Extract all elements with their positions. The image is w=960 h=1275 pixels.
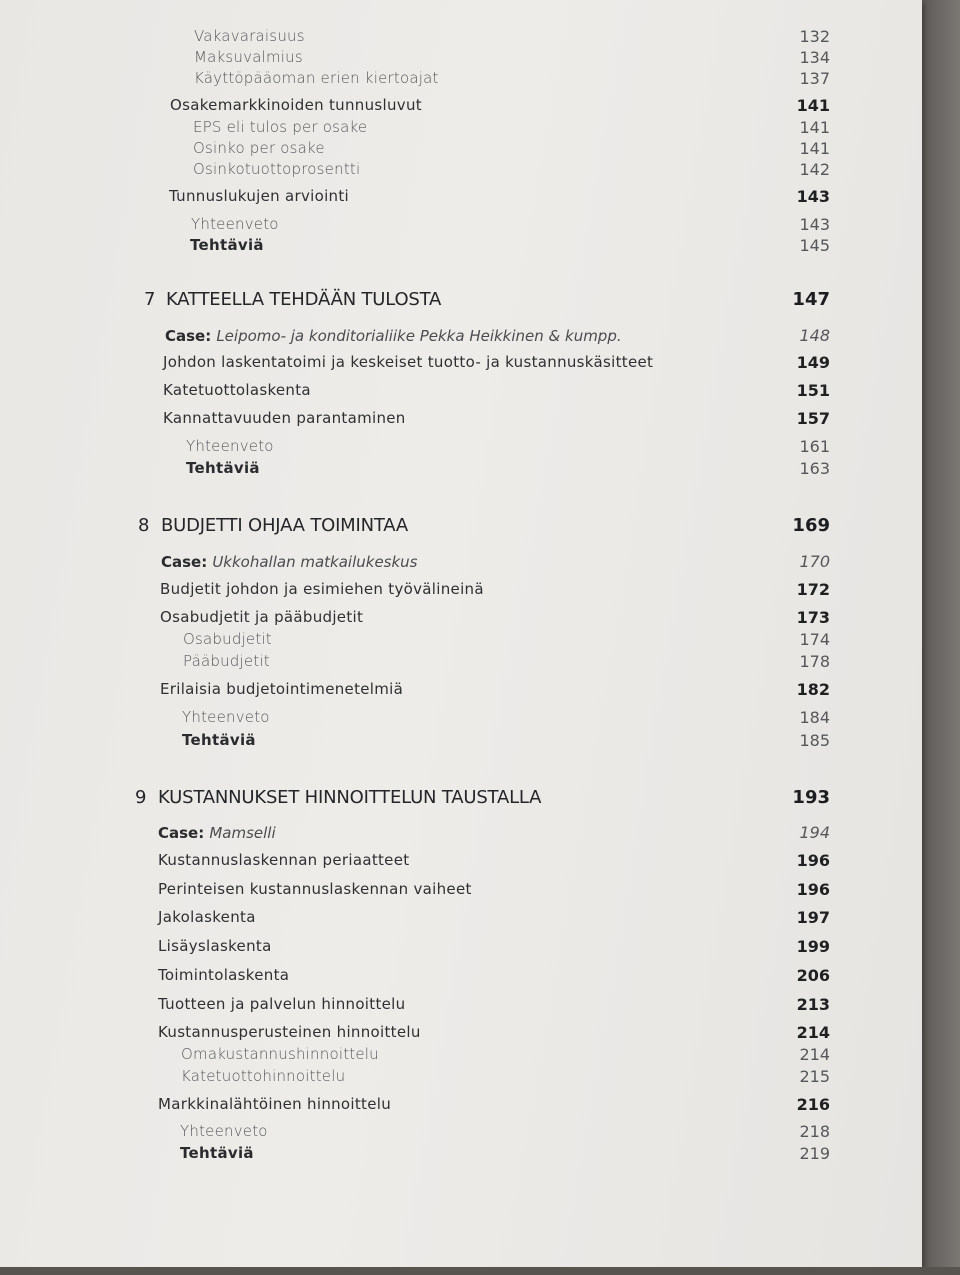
toc-entry [0, 69, 860, 97]
toc-entry [0, 459, 860, 487]
case-label: Case: [158, 824, 205, 842]
toc-entry-page: 145 [799, 236, 830, 255]
toc-entry-title: Tehtäviä [180, 1144, 254, 1162]
toc-entry-page: 178 [799, 652, 830, 671]
toc-entry [0, 731, 860, 759]
toc-entry-page: 157 [796, 409, 830, 428]
toc-case-entry [0, 823, 860, 851]
toc-entry-title: Katetuottolaskenta [163, 381, 311, 399]
case-title: Leipomo- ja konditorialiike Pekka Heikkinen & kumpp. [216, 327, 622, 345]
toc-entry-page: 213 [796, 995, 830, 1014]
toc-entry-page: 141 [796, 96, 830, 115]
toc-entry-title: Pääbudjetit [183, 652, 270, 670]
toc-entry [0, 160, 860, 188]
toc-entry-page: 143 [796, 187, 830, 206]
toc-entry-page: 143 [799, 215, 830, 234]
toc-entry-title: Yhteenveto [180, 1122, 268, 1140]
chapter-heading [0, 787, 860, 815]
toc-entry-page: 185 [799, 731, 830, 750]
background-surface [922, 0, 960, 1275]
toc-entry-page: 196 [796, 880, 830, 899]
toc-case-entry [0, 326, 860, 354]
toc-entry-page: 219 [799, 1144, 830, 1163]
toc-entry-page: 199 [796, 937, 830, 956]
chapter-number: 7 [144, 289, 156, 310]
toc-entry-page: 132 [799, 27, 830, 46]
toc-case-entry [0, 552, 860, 580]
toc-entry-title: Tehtäviä [182, 731, 256, 749]
toc-entry-page: 196 [796, 851, 830, 870]
toc-entry-page: 141 [799, 139, 830, 158]
toc-entry-page: 214 [796, 1023, 830, 1042]
toc-entry-title: Omakustannushinnoittelu [181, 1045, 379, 1063]
toc-entry-title: Yhteenveto [182, 708, 270, 726]
toc-entry [0, 1067, 860, 1095]
toc-entry-title: Osinko per osake [193, 139, 325, 157]
chapter-number: 9 [135, 787, 147, 808]
toc-entry-page: 137 [799, 69, 830, 88]
toc-entry-title: Käyttöpääoman erien kiertoajat [194, 69, 439, 87]
toc-entry-page: 151 [796, 381, 830, 400]
toc-entry-page: 194 [799, 823, 830, 842]
toc-entry-page: 172 [796, 580, 830, 599]
page-bottom-edge [0, 1267, 960, 1275]
toc-entry-title: Perinteisen kustannuslaskennan vaiheet [158, 880, 472, 898]
toc-entry-page: 148 [799, 326, 830, 345]
toc-entry-page: 142 [799, 160, 830, 179]
toc-entry-page: 161 [799, 437, 830, 456]
toc-entry-page: 134 [799, 48, 830, 67]
toc-entry [0, 381, 860, 409]
toc-entry-title: Toimintolaskenta [158, 966, 290, 984]
toc-entry [0, 680, 860, 708]
toc-entry-page: 197 [796, 908, 830, 927]
toc-entry-title: Kustannusperusteinen hinnoittelu [158, 1023, 421, 1041]
toc-entry [0, 851, 860, 879]
toc-entry-title: Johdon laskentatoimi ja keskeiset tuotto- ja kustannuskäsitteet [163, 353, 654, 371]
toc-entry-title: EPS eli tulos per osake [193, 118, 368, 136]
chapter-heading [0, 515, 860, 543]
toc-entry-title: Erilaisia budjetointimenetelmiä [160, 680, 404, 698]
toc-entry-title: Budjetit johdon ja esimiehen työvälineinä [160, 580, 484, 598]
toc-entry-page: 182 [796, 680, 830, 699]
case-title: Mamselli [209, 824, 276, 842]
toc-entry-title: Tunnuslukujen arviointi [169, 187, 350, 205]
toc-entry-page: 214 [799, 1045, 830, 1064]
case-label: Case: [165, 327, 212, 345]
toc-entry [0, 880, 860, 908]
toc-entry [0, 187, 860, 215]
chapter-page: 193 [792, 787, 830, 808]
case-label: Case: [161, 553, 208, 571]
toc-entry [0, 1095, 860, 1123]
toc-entry-title: Osakemarkkinoiden tunnusluvut [170, 96, 422, 114]
toc-entry-page: 216 [796, 1095, 830, 1114]
toc-entry [0, 966, 860, 994]
toc-entry-title: Katetuottohinnoittelu [181, 1067, 346, 1085]
toc-entry-page: 184 [799, 708, 830, 727]
toc-entry-title: Yhteenveto [186, 437, 274, 455]
toc-entry-title: Yhteenveto [191, 215, 279, 233]
toc-entry [0, 908, 860, 936]
toc-entry-page: 174 [799, 630, 830, 649]
toc-entry-title: Kustannuslaskennan periaatteet [158, 851, 410, 869]
toc-entry-title: Osinkotuottoprosentti [193, 160, 361, 178]
toc-entry-page: 149 [796, 353, 830, 372]
toc-entry [0, 580, 860, 608]
case-title: Ukkohallan matkailukeskus [212, 553, 418, 571]
toc-entry-title: Tehtäviä [190, 236, 264, 254]
toc-entry [0, 995, 860, 1023]
chapter-page: 169 [792, 515, 830, 536]
toc-entry-title: Tuotteen ja palvelun hinnoittelu [158, 995, 406, 1013]
toc-entry-title: Tehtäviä [186, 459, 260, 477]
toc-entry-page: 206 [796, 966, 830, 985]
toc-entry-page: 218 [799, 1122, 830, 1141]
toc-entry-page: 215 [799, 1067, 830, 1086]
toc-entry [0, 652, 860, 680]
chapter-title: KATTEELLA TEHDÄÄN TULOSTA [166, 289, 442, 310]
chapter-number: 8 [138, 515, 150, 536]
toc-entry [0, 409, 860, 437]
toc-entry [0, 353, 860, 381]
toc-entry-page: 170 [799, 552, 830, 571]
toc-entry-title: Markkinalähtöinen hinnoittelu [158, 1095, 392, 1113]
toc-entry-page: 173 [796, 608, 830, 627]
toc-entry-page: 141 [799, 118, 830, 137]
toc-entry-title: Vakavaraisuus [194, 27, 305, 45]
toc-entry-title: Osabudjetit ja pääbudjetit [160, 608, 364, 626]
toc-entry-page: 163 [799, 459, 830, 478]
toc-entry [0, 236, 860, 264]
chapter-title: BUDJETTI OHJAA TOIMINTAA [161, 515, 409, 536]
chapter-page: 147 [792, 289, 830, 310]
toc-entry-title: Kannattavuuden parantaminen [163, 409, 406, 427]
chapter-heading [0, 289, 860, 317]
toc-entry [0, 1144, 860, 1172]
toc-entry-title: Osabudjetit [183, 630, 272, 648]
toc-entry-title: Lisäyslaskenta [158, 937, 272, 955]
toc-entry [0, 937, 860, 965]
chapter-title: KUSTANNUKSET HINNOITTELUN TAUSTALLA [158, 787, 542, 808]
toc-entry-title: Jakolaskenta [158, 908, 256, 926]
toc-entry-title: Maksuvalmius [194, 48, 303, 66]
